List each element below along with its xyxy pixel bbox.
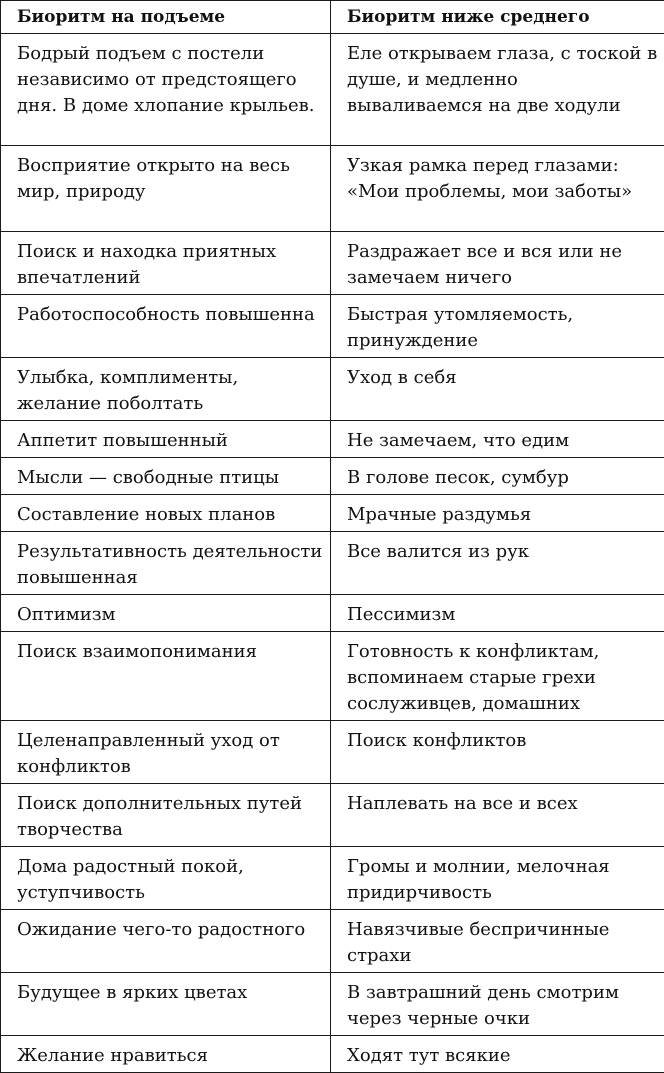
- table-cell-up: Составление новых планов: [1, 495, 331, 532]
- table-cell-up: Работоспособность повышенна: [1, 295, 331, 358]
- table-cell-below: Громы и молнии, мелочная придирчивость: [331, 847, 664, 910]
- table-cell-below: Узкая рамка перед глазами: «Мои проблемы, мои заботы»: [331, 146, 664, 232]
- table-cell-below: Еле открываем глаза, с тоской в душе, и медленно вываливаемся на две ходули: [331, 34, 664, 146]
- table-cell-below: В завтрашний день смотрим через черные очки: [331, 973, 664, 1036]
- table-row: [1, 784, 664, 847]
- table-header-row: [1, 1, 664, 34]
- table-row: [1, 358, 664, 421]
- table-cell-below: Навязчивые беспричинные страхи: [331, 910, 664, 973]
- table-cell-up: Восприятие открыто на весь мир, природу: [1, 146, 331, 232]
- table-row: [1, 910, 664, 973]
- table-cell-below: Быстрая утомляемость, принуждение: [331, 295, 664, 358]
- header-biorhythm-below: Биоритм ниже среднего: [331, 1, 664, 34]
- table-cell-up: Ожидание чего-то радостного: [1, 910, 331, 973]
- table-row: [1, 495, 664, 532]
- table-cell-up: Оптимизм: [1, 595, 331, 632]
- table-row: [1, 458, 664, 495]
- table-cell-below: Пессимизм: [331, 595, 664, 632]
- table-cell-below: Уход в себя: [331, 358, 664, 421]
- table-cell-up: Бодрый подъем с постели независимо от предстоящего дня. В доме хлопание крыльев.: [1, 34, 331, 146]
- table-row: [1, 595, 664, 632]
- table-cell-below: В голове песок, сумбур: [331, 458, 664, 495]
- table-cell-up: Будущее в ярких цветах: [1, 973, 331, 1036]
- table-cell-up: Поиск и находка приятных впечатлений: [1, 232, 331, 295]
- table-cell-below: Ходят тут всякие: [331, 1036, 664, 1073]
- table-cell-below: Наплевать на все и всех: [331, 784, 664, 847]
- table-row: [1, 847, 664, 910]
- table-cell-up: Желание нравиться: [1, 1036, 331, 1073]
- table-row: [1, 721, 664, 784]
- table-row: [1, 632, 664, 721]
- table-cell-up: Поиск взаимопонимания: [1, 632, 331, 721]
- table-row: [1, 34, 664, 146]
- header-biorhythm-up: Биоритм на подъеме: [1, 1, 331, 34]
- table-row: [1, 532, 664, 595]
- table-cell-below: Раздражает все и вся или не замечаем ничего: [331, 232, 664, 295]
- table-cell-below: Все валится из рук: [331, 532, 664, 595]
- table-row: [1, 295, 664, 358]
- table-cell-below: Не замечаем, что едим: [331, 421, 664, 458]
- table-cell-up: Дома радостный покой, уступчивость: [1, 847, 331, 910]
- table-row: [1, 1036, 664, 1073]
- table-cell-up: Результативность деятельности повышенная: [1, 532, 331, 595]
- table-row: [1, 146, 664, 232]
- table-row: [1, 973, 664, 1036]
- table-row: [1, 232, 664, 295]
- table-row: [1, 421, 664, 458]
- table-cell-below: Поиск конфликтов: [331, 721, 664, 784]
- table-cell-below: Мрачные раздумья: [331, 495, 664, 532]
- table-cell-up: Мысли — свободные птицы: [1, 458, 331, 495]
- table-cell-up: Поиск дополнительных путей творчества: [1, 784, 331, 847]
- table-cell-up: Целенаправленный уход от конфликтов: [1, 721, 331, 784]
- table-cell-up: Аппетит повышенный: [1, 421, 331, 458]
- table-cell-below: Готовность к конфликтам, вспоминаем старые грехи сослуживцев, домашних: [331, 632, 664, 721]
- table-cell-up: Улыбка, комплименты, желание поболтать: [1, 358, 331, 421]
